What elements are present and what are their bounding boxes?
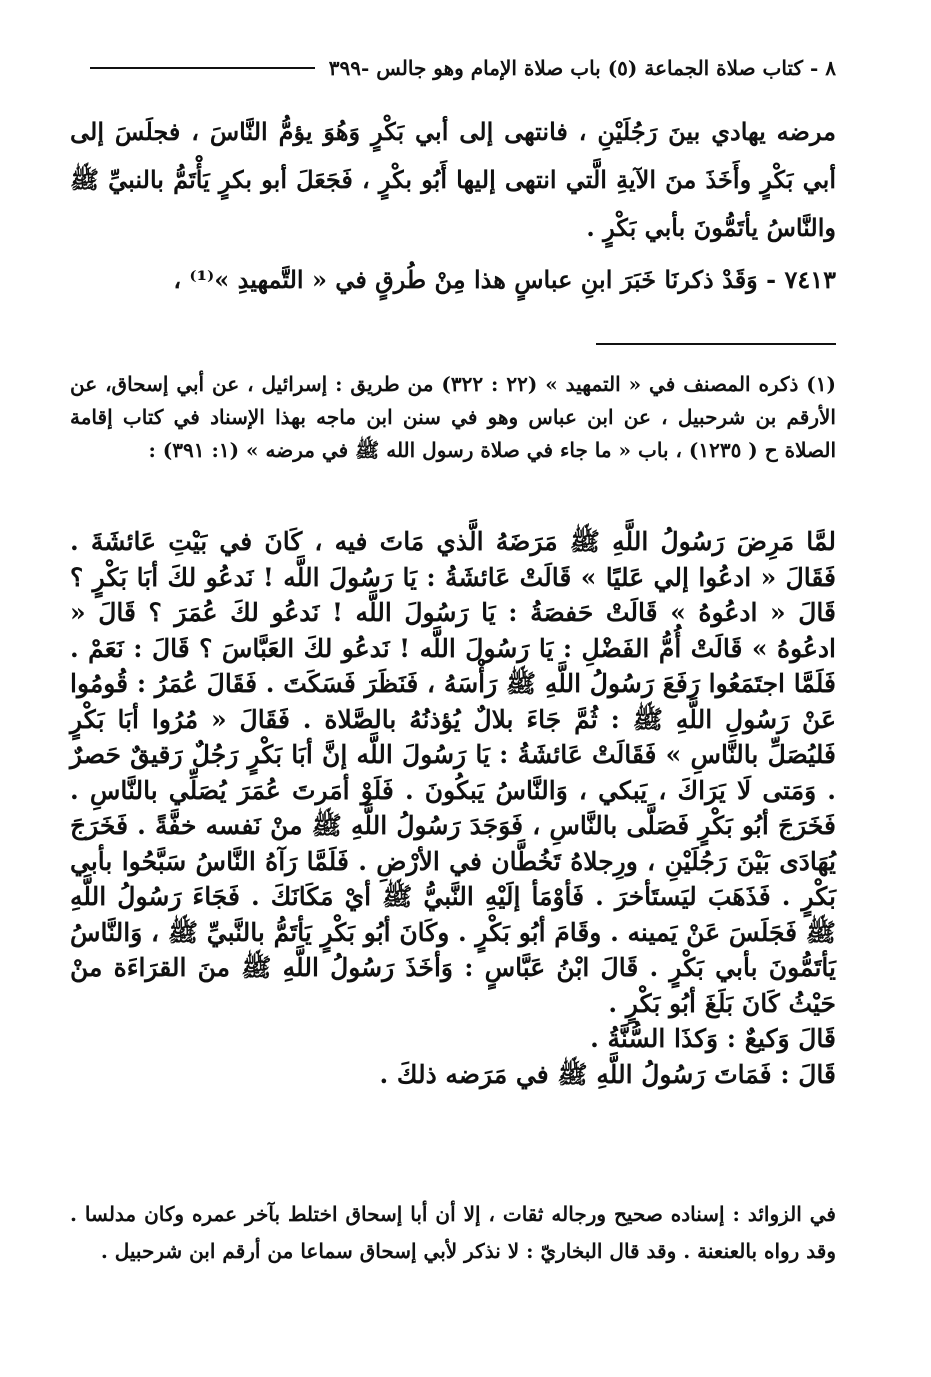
main-text (70, 108, 836, 304)
footnote (70, 368, 836, 467)
hadith-paragraph: لمَّا مَرِضَ رَسُولُ اللَّهِ ﷺ مَرَضَهُ الَّذي مَاتَ فيه ، كَانَ في بَيْتِ عَائشَةَ . فَقَالَ « ادعُوا إلي عَليًا » قَالَتْ عَائشَةُ : يَا رَسُولَ اللَّه ! نَدعُو لكَ أبَا بَكْرٍ ؟ قَالَ « ادعُوهُ » قَالَتْ حَفصَةُ : يَا رَسُولَ اللَّه ! نَدعُو لكَ عُمَرَ ؟ قَالَ « ادعُوهُ » قَالَتْ أُمُّ الفَضْلِ : يَا رَسُولَ اللَّه ! نَدعُو لكَ العَبَّاسَ ؟ قَالَ : نَعَمْ . فَلَمَّا اجتَمَعُوا رَفَعَ رَسُولُ اللَّهِ ﷺ رَأْسَهُ ، فَنَظَرَ فَسَكَتَ . فَقَالَ عُمَرُ : قُومُوا عَنْ رَسُولِ اللَّهِ ﷺ : ثُمَّ جَاءَ بلالٌ يُؤذنُهُ بالصَّلاة . فَقَالَ « مُرُوا أبَا بَكْرٍ فَليُصَلِّ بالنَّاسِ » فَقَالَتْ عَائشَةُ : يَا رَسُولَ اللَّه إنَّ أبَا بَكْرٍ رَجُلٌ رَقيقٌ حَصرٌ . وَمَتى لَا يَرَاكَ ، يَبكي ، وَالنَّاسُ يَبكُونَ . فَلَوْ أمَرتَ عُمَرَ يُصَلِّي بالنَّاسِ . فَخَرَجَ أبُو بَكْرٍ فَصَلَّى بالنَّاسِ ، فَوَجَدَ رَسُولُ اللَّهِ ﷺ منْ نَفسه خفَّةً . فَخَرَجَ يُهَادَى بَيْنَ رَجُلَيْنِ ، ورِجلاهُ تَخُطَّان في الأرْضِ . فَلَمَّا رَآهُ النَّاسُ سَبَّحُوا بأبي بَكْرٍ . فَذَهَبَ ليَستَأخرَ . فَأوْمَأ إلَيْهِ النَّبيُّ ﷺ أيْ مَكَانَكَ . فَجَاءَ رَسُولُ اللَّهِ ﷺ فَجَلَسَ عَنْ يَمينه . وقَامَ أبُو بَكْرٍ . وكَانَ أبُو بَكْرٍ يَأتَمُّ بالنَّبيِّ ﷺ ، وَالنَّاسُ يَأتَمُّونَ بأبي بَكْرٍ . قَالَ ابْنُ عَبَّاسٍ : وَأخَذَ رَسُولُ اللَّهِ ﷺ منَ القرَاءَة منْ حَيْثُ كَانَ بَلَغَ أبُو بَكْرٍ . (70, 527, 836, 1018)
header-rule (90, 67, 315, 69)
page-header (90, 48, 836, 88)
footnote-rule (596, 343, 836, 345)
hadith-paragraph: قَالَ : فَمَاتَ رَسُولُ اللَّهِ ﷺ في مَرَضه ذلكَ . (379, 1059, 836, 1089)
zawaid-note (70, 1196, 836, 1270)
hadith-text (70, 524, 836, 1092)
footnote-text: (١) ذكره المصنف في « التمهيد » (٢٢ : ٣٢٢) من طريق : إسرائيل ، عن أبي إسحاق، عن الأرقم بن شرحبيل ، عن ابن عباس وهو في سنن ابن ماجه بهذا الإسناد في كتاب إقامة الصلاة ح ( ١٢٣٥) ، باب « ما جاء في صلاة رسول الله ﷺ في مرضه » (١: ٣٩١) : (70, 372, 836, 462)
hadith-paragraph: قَالَ وَكيعٌ : وَكذَا السُّنَّةُ . (590, 1024, 836, 1053)
entry-7413: ٧٤١٣ - وَقَدْ ذكرنَا خَبَرَ ابنِ عباسٍ هذا مِنْ طُرقٍ في « التَّمهيدِ »⁽¹⁾ ، (173, 265, 836, 294)
running-title: ٨ - كتاب صلاة الجماعة (٥) باب صلاة الإمام وهو جالس -٣٩٩ (328, 56, 836, 80)
zawaid-text: في الزوائد : إسناده صحيح ورجاله ثقات ، إلا أن أبا إسحاق اختلط بآخر عمره وكان مدلسا . وقد رواه بالعنعنة . وقد قال البخاريّ : لا نذكر لأبي إسحاق سماعا من أرقم ابن شرحبيل . (70, 1202, 836, 1263)
main-paragraph: مرضه يهادي بينَ رَجُلَيْنِ ، فانتهى إلى أبي بَكْرٍ وَهُوَ يؤمُّ النَّاسَ ، فجلَسَ إلى أبي بَكْرٍ وأَخَذَ منَ الآيةِ الَّتي انتهى إليها أَبُو بكْرٍ ، فَجَعَلَ أبو بكرٍ يَأْتَمُّ بالنبيِّ ﷺ والنَّاسُ يأتَمُّونَ بأبي بَكْرٍ . (70, 117, 836, 242)
